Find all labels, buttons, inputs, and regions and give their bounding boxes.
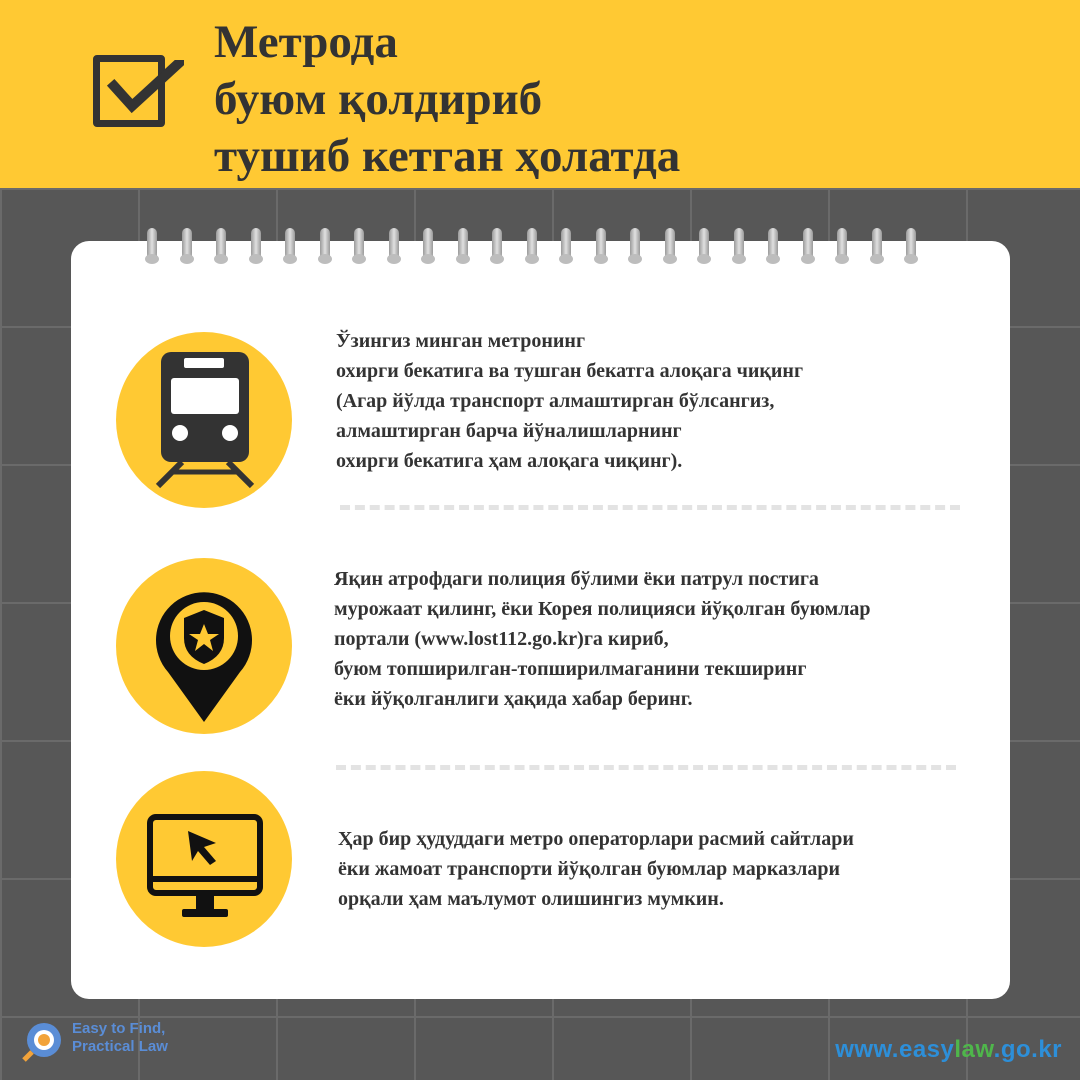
spiral-binding (147, 228, 947, 262)
spiral-ring (872, 228, 882, 258)
text-line: Яқин атрофдаги полиция бўлими ёки патрул постига (334, 568, 819, 590)
url-suffix: .go.kr (993, 1036, 1062, 1063)
spiral-ring (458, 228, 468, 258)
url-prefix: www. (835, 1036, 899, 1063)
section-text (338, 824, 854, 914)
spiral-ring (216, 228, 226, 258)
text-line: ёки йўқолганлиги ҳақида хабар беринг. (334, 688, 693, 710)
computer-icon-circle (116, 771, 292, 947)
computer-monitor-cursor-icon (116, 771, 292, 947)
url-law: law (954, 1036, 994, 1063)
spiral-ring (734, 228, 744, 258)
train-icon-circle (116, 332, 292, 508)
url-easy: easy (898, 1036, 955, 1063)
section-text (334, 564, 871, 714)
title-line: тушиб кетган ҳолатда (214, 130, 681, 182)
spiral-ring (389, 228, 399, 258)
checkbox-icon (93, 55, 165, 127)
header-banner (0, 0, 1080, 188)
logo-line: Practical Law (72, 1038, 168, 1055)
spiral-ring (596, 228, 606, 258)
text-line: охирги бекатига ҳам алоқага чиқинг). (336, 450, 683, 472)
spiral-ring (285, 228, 295, 258)
spiral-ring (492, 228, 502, 258)
divider (340, 505, 960, 510)
title-line: буюм қолдириб (214, 73, 543, 125)
text-line: ёки жамоат транспорти йўқолган буюмлар марказлари (338, 858, 840, 880)
spiral-ring (699, 228, 709, 258)
easy-to-find-logo (22, 1018, 212, 1064)
text-line: орқали ҳам маълумот олишингиз мумкин. (338, 888, 724, 910)
spiral-ring (906, 228, 916, 258)
text-line: портали (www.lost112.go.kr)га кириб, (334, 628, 669, 650)
spiral-ring (630, 228, 640, 258)
text-line: алмаштирган барча йўналишларнинг (336, 420, 682, 442)
title-line: Метрода (214, 16, 398, 68)
divider (336, 765, 956, 770)
text-line: охирги бекатига ва тушган бекатга алоқага чиқинг (336, 360, 804, 382)
spiral-ring (561, 228, 571, 258)
spiral-ring (320, 228, 330, 258)
page-title (214, 14, 680, 185)
police-location-pin-icon (116, 558, 292, 734)
text-line: (Агар йўлда транспорт алмаштирган бўлсангиз, (336, 390, 775, 412)
spiral-ring (768, 228, 778, 258)
police-pin-circle (116, 558, 292, 734)
text-line: Ҳар бир ҳудуддаги метро операторлари расмий сайтлари (338, 828, 854, 850)
spiral-ring (803, 228, 813, 258)
spiral-ring (837, 228, 847, 258)
magnifier-logo-icon (22, 1020, 64, 1062)
section-text (336, 326, 803, 476)
text-line: Ўзингиз минган метронинг (336, 330, 586, 352)
train-icon (116, 332, 292, 508)
spiral-ring (527, 228, 537, 258)
spiral-ring (665, 228, 675, 258)
text-line: мурожаат қилинг, ёки Корея полицияси йўқолган буюмлар (334, 598, 871, 620)
text-line: буюм топширилган-топширилмаганини текширинг (334, 658, 807, 680)
site-url-link[interactable] (835, 1036, 1062, 1064)
logo-line: Easy to Find, (72, 1020, 166, 1037)
spiral-ring (251, 228, 261, 258)
spiral-ring (354, 228, 364, 258)
spiral-ring (147, 228, 157, 258)
spiral-ring (182, 228, 192, 258)
spiral-ring (423, 228, 433, 258)
